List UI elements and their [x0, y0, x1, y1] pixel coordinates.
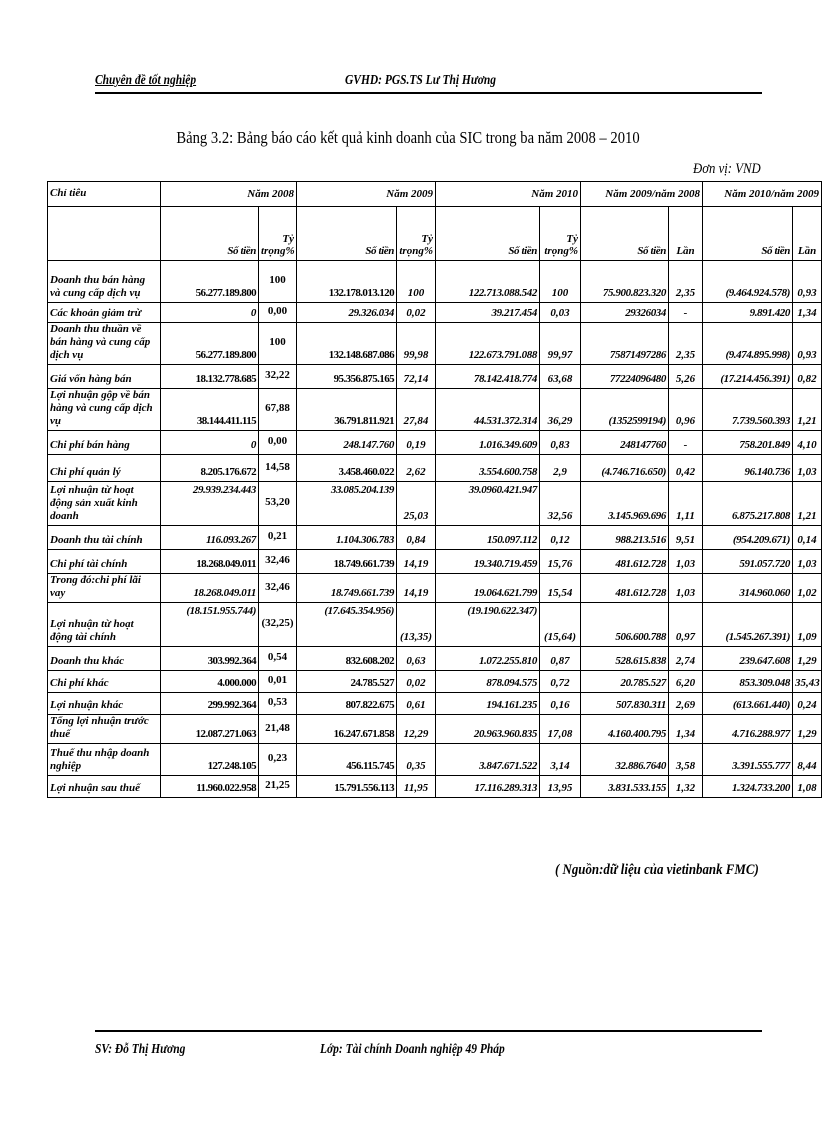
row-label: Tổng lợi nhuận trước thuế: [48, 715, 161, 744]
row-label: Giá vốn hàng bán: [48, 365, 161, 389]
ratio-cell: 0,00: [259, 431, 297, 455]
amount-cell: 4.000.000: [161, 671, 259, 693]
amount-cell: (4.746.716.650): [581, 455, 669, 482]
amount-cell: 3.391.555.777: [703, 744, 793, 776]
times-cell: -: [669, 303, 703, 323]
amount-cell: 19.064.621.799: [436, 574, 540, 603]
amount-cell: 506.600.788: [581, 603, 669, 647]
ratio-cell: 0,84: [397, 526, 436, 550]
header-ratio: Tỷ trọng%: [540, 207, 581, 261]
ratio-cell: 99,97: [540, 323, 581, 365]
amount-cell: 11.960.022.958: [161, 776, 259, 798]
ratio-cell: 100: [397, 261, 436, 303]
row-label: Doanh thu khác: [48, 647, 161, 671]
amount-cell: 4.716.288.977: [703, 715, 793, 744]
row-label: Các khoản giảm trừ: [48, 303, 161, 323]
ratio-cell: (13,35): [397, 603, 436, 647]
amount-cell: 3.145.969.696: [581, 482, 669, 526]
table-row: [48, 365, 822, 389]
times-cell: -: [669, 431, 703, 455]
amount-cell: 3.458.460.022: [297, 455, 397, 482]
header-year-2010: Năm 2010: [436, 182, 581, 207]
amount-cell: 15.791.556.113: [297, 776, 397, 798]
amount-cell: 988.213.516: [581, 526, 669, 550]
table-row: [48, 647, 822, 671]
ratio-cell: 3,14: [540, 744, 581, 776]
page-footer: [0, 1042, 816, 1058]
amount-cell: 832.608.202: [297, 647, 397, 671]
amount-cell: 77224096480: [581, 365, 669, 389]
amount-cell: 44.531.372.314: [436, 389, 540, 431]
amount-cell: (9.474.895.998): [703, 323, 793, 365]
table-row: [48, 574, 822, 603]
header-cell-label: Chỉ tiêu: [48, 182, 161, 207]
amount-cell: 96.140.736: [703, 455, 793, 482]
header-cell-empty: [48, 207, 161, 261]
header-year-2009: Năm 2009: [297, 182, 436, 207]
table-row: [48, 550, 822, 574]
row-label: Thuế thu nhập doanh nghiệp: [48, 744, 161, 776]
row-label: Chi phí bán hàng: [48, 431, 161, 455]
row-label: Doanh thu tài chính: [48, 526, 161, 550]
ratio-cell: 0,54: [259, 647, 297, 671]
times-cell: 0,93: [793, 261, 822, 303]
ratio-cell: 14,19: [397, 550, 436, 574]
amount-cell: 9.891.420: [703, 303, 793, 323]
amount-cell: 29.326.034: [297, 303, 397, 323]
header-times: Lần: [669, 207, 703, 261]
amount-cell: 116.093.267: [161, 526, 259, 550]
ratio-cell: 32,56: [540, 482, 581, 526]
amount-cell: 1.104.306.783: [297, 526, 397, 550]
amount-cell: 75.900.823.320: [581, 261, 669, 303]
row-label: Lợi nhuận khác: [48, 693, 161, 715]
ratio-cell: 0,19: [397, 431, 436, 455]
page-header: [0, 73, 816, 93]
table-row: [48, 776, 822, 798]
times-cell: 0,97: [669, 603, 703, 647]
ratio-cell: 0,23: [259, 744, 297, 776]
ratio-cell: 32,22: [259, 365, 297, 389]
ratio-cell: 67,88: [259, 389, 297, 431]
ratio-cell: 63,68: [540, 365, 581, 389]
times-cell: 0,14: [793, 526, 822, 550]
ratio-cell: 0,16: [540, 693, 581, 715]
ratio-cell: 12,29: [397, 715, 436, 744]
times-cell: 1,21: [793, 389, 822, 431]
ratio-cell: 32,46: [259, 550, 297, 574]
ratio-cell: 72,14: [397, 365, 436, 389]
amount-cell: 29.939.234.443: [161, 482, 259, 526]
table-row: [48, 431, 822, 455]
times-cell: 1,03: [669, 550, 703, 574]
ratio-cell: 100: [259, 261, 297, 303]
amount-cell: 95.356.875.165: [297, 365, 397, 389]
ratio-cell: 99,98: [397, 323, 436, 365]
times-cell: 2,69: [669, 693, 703, 715]
amount-cell: (954.209.671): [703, 526, 793, 550]
ratio-cell: 0,53: [259, 693, 297, 715]
ratio-cell: 2,9: [540, 455, 581, 482]
times-cell: 1,11: [669, 482, 703, 526]
amount-cell: 132.148.687.086: [297, 323, 397, 365]
table-row: [48, 744, 822, 776]
amount-cell: (1352599194): [581, 389, 669, 431]
header-compare-2010-2009: Năm 2010/năm 2009: [703, 182, 822, 207]
ratio-cell: 100: [259, 323, 297, 365]
times-cell: 9,51: [669, 526, 703, 550]
ratio-cell: (32,25): [259, 603, 297, 647]
table-row: [48, 671, 822, 693]
amount-cell: (613.661.440): [703, 693, 793, 715]
ratio-cell: 0,87: [540, 647, 581, 671]
header-supervisor: GVHD: PGS.TS Lư Thị Hương: [345, 73, 496, 88]
times-cell: 0,42: [669, 455, 703, 482]
amount-cell: 122.673.791.088: [436, 323, 540, 365]
ratio-cell: 11,95: [397, 776, 436, 798]
amount-cell: 18.749.661.739: [297, 574, 397, 603]
amount-cell: 8.205.176.672: [161, 455, 259, 482]
times-cell: 1,34: [669, 715, 703, 744]
amount-cell: 314.960.060: [703, 574, 793, 603]
amount-cell: 24.785.527: [297, 671, 397, 693]
times-cell: 0,24: [793, 693, 822, 715]
amount-cell: 33.085.204.139: [297, 482, 397, 526]
amount-cell: 39.0960.421.947: [436, 482, 540, 526]
unit-label: Đơn vị: VND: [693, 161, 761, 177]
amount-cell: 132.178.013.120: [297, 261, 397, 303]
amount-cell: 127.248.105: [161, 744, 259, 776]
row-label: Lợi nhuận từ hoạt động tài chính: [48, 603, 161, 647]
times-cell: 0,96: [669, 389, 703, 431]
times-cell: 1,02: [793, 574, 822, 603]
times-cell: 5,26: [669, 365, 703, 389]
times-cell: 3,58: [669, 744, 703, 776]
ratio-cell: 53,20: [259, 482, 297, 526]
header-amount: Số tiền: [436, 207, 540, 261]
times-cell: 1,34: [793, 303, 822, 323]
amount-cell: 122.713.088.542: [436, 261, 540, 303]
amount-cell: 239.647.608: [703, 647, 793, 671]
ratio-cell: 17,08: [540, 715, 581, 744]
income-statement-table: [47, 181, 822, 798]
amount-cell: 248147760: [581, 431, 669, 455]
table-header-years: [48, 182, 822, 207]
amount-cell: 56.277.189.800: [161, 261, 259, 303]
ratio-cell: 36,29: [540, 389, 581, 431]
amount-cell: 18.268.049.011: [161, 550, 259, 574]
table-row: [48, 715, 822, 744]
header-course: Chuyên đề tốt nghiệp: [95, 73, 197, 88]
times-cell: 2,35: [669, 261, 703, 303]
amount-cell: 0: [161, 431, 259, 455]
times-cell: 1,03: [669, 574, 703, 603]
ratio-cell: 0,01: [259, 671, 297, 693]
ratio-cell: 0,02: [397, 671, 436, 693]
ratio-cell: 0,03: [540, 303, 581, 323]
amount-cell: 1.324.733.200: [703, 776, 793, 798]
row-label: Chi phí tài chính: [48, 550, 161, 574]
amount-cell: 3.831.533.155: [581, 776, 669, 798]
footer-class: Lớp: Tài chính Doanh nghiệp 49 Pháp: [320, 1042, 505, 1057]
table-row: [48, 261, 822, 303]
amount-cell: 194.161.235: [436, 693, 540, 715]
amount-cell: 1.072.255.810: [436, 647, 540, 671]
ratio-cell: 27,84: [397, 389, 436, 431]
amount-cell: 29326034: [581, 303, 669, 323]
table-row: [48, 603, 822, 647]
ratio-cell: 0,00: [259, 303, 297, 323]
amount-cell: 56.277.189.800: [161, 323, 259, 365]
amount-cell: 481.612.728: [581, 574, 669, 603]
table-row: [48, 455, 822, 482]
row-label: Chi phí quản lý: [48, 455, 161, 482]
amount-cell: 299.992.364: [161, 693, 259, 715]
ratio-cell: 100: [540, 261, 581, 303]
times-cell: 8,44: [793, 744, 822, 776]
ratio-cell: 0,61: [397, 693, 436, 715]
amount-cell: 758.201.849: [703, 431, 793, 455]
table-row: [48, 526, 822, 550]
amount-cell: (19.190.622.347): [436, 603, 540, 647]
amount-cell: 528.615.838: [581, 647, 669, 671]
times-cell: 4,10: [793, 431, 822, 455]
table-title: Bảng 3.2: Bảng báo cáo kết quả kinh doanh của SIC trong ba năm 2008 – 2010: [176, 128, 640, 147]
ratio-cell: 0,35: [397, 744, 436, 776]
table-row: [48, 693, 822, 715]
ratio-cell: 0,72: [540, 671, 581, 693]
times-cell: 1,03: [793, 550, 822, 574]
header-amount: Số tiền: [581, 207, 669, 261]
amount-cell: 6.875.217.808: [703, 482, 793, 526]
header-times: Lần: [793, 207, 822, 261]
times-cell: 1,29: [793, 647, 822, 671]
ratio-cell: 15,76: [540, 550, 581, 574]
times-cell: 1,32: [669, 776, 703, 798]
amount-cell: 36.791.811.921: [297, 389, 397, 431]
times-cell: 1,08: [793, 776, 822, 798]
amount-cell: 75871497286: [581, 323, 669, 365]
amount-cell: (17.214.456.391): [703, 365, 793, 389]
times-cell: 2,74: [669, 647, 703, 671]
row-label: Lợi nhuận từ hoạt động sản xuất kinh doanh: [48, 482, 161, 526]
times-cell: 1,09: [793, 603, 822, 647]
amount-cell: 20.963.960.835: [436, 715, 540, 744]
amount-cell: (9.464.924.578): [703, 261, 793, 303]
amount-cell: 7.739.560.393: [703, 389, 793, 431]
amount-cell: 591.057.720: [703, 550, 793, 574]
table-row: [48, 323, 822, 365]
amount-cell: 878.094.575: [436, 671, 540, 693]
amount-cell: 248.147.760: [297, 431, 397, 455]
table-row: [48, 389, 822, 431]
row-label: Trong đó:chi phí lãi vay: [48, 574, 161, 603]
header-amount: Số tiền: [297, 207, 397, 261]
row-label: Lợi nhuận sau thuế: [48, 776, 161, 798]
amount-cell: 20.785.527: [581, 671, 669, 693]
times-cell: 1,29: [793, 715, 822, 744]
header-compare-2009-2008: Năm 2009/năm 2008: [581, 182, 703, 207]
amount-cell: (17.645.354.956): [297, 603, 397, 647]
ratio-cell: 13,95: [540, 776, 581, 798]
ratio-cell: 25,03: [397, 482, 436, 526]
amount-cell: 507.830.311: [581, 693, 669, 715]
ratio-cell: 21,25: [259, 776, 297, 798]
amount-cell: 18.268.049.011: [161, 574, 259, 603]
amount-cell: 3.554.600.758: [436, 455, 540, 482]
header-ratio: Tỷ trọng%: [259, 207, 297, 261]
table-row: [48, 482, 822, 526]
amount-cell: 0: [161, 303, 259, 323]
amount-cell: 1.016.349.609: [436, 431, 540, 455]
amount-cell: 16.247.671.858: [297, 715, 397, 744]
footer-divider: [95, 1030, 762, 1032]
ratio-cell: 21,48: [259, 715, 297, 744]
table-header-sub: [48, 207, 822, 261]
amount-cell: 39.217.454: [436, 303, 540, 323]
times-cell: 2,35: [669, 323, 703, 365]
amount-cell: 150.097.112: [436, 526, 540, 550]
source-note: ( Nguồn:dữ liệu của vietinbank FMC): [555, 862, 759, 878]
ratio-cell: 0,12: [540, 526, 581, 550]
table-row: [48, 303, 822, 323]
amount-cell: 853.309.048: [703, 671, 793, 693]
ratio-cell: 15,54: [540, 574, 581, 603]
row-label: Doanh thu thuần về bán hàng và cung cấp dịch vụ: [48, 323, 161, 365]
header-ratio: Tỷ trọng%: [397, 207, 436, 261]
ratio-cell: 14,19: [397, 574, 436, 603]
ratio-cell: 0,21: [259, 526, 297, 550]
times-cell: 6,20: [669, 671, 703, 693]
ratio-cell: 0,83: [540, 431, 581, 455]
amount-cell: 17.116.289.313: [436, 776, 540, 798]
amount-cell: 18.749.661.739: [297, 550, 397, 574]
row-label: Lợi nhuận gộp về bán hàng và cung cấp dịch vụ: [48, 389, 161, 431]
amount-cell: (1.545.267.391): [703, 603, 793, 647]
ratio-cell: 32,46: [259, 574, 297, 603]
amount-cell: 807.822.675: [297, 693, 397, 715]
amount-cell: (18.151.955.744): [161, 603, 259, 647]
amount-cell: 38.144.411.115: [161, 389, 259, 431]
times-cell: 1,03: [793, 455, 822, 482]
amount-cell: 303.992.364: [161, 647, 259, 671]
row-label: Chi phí khác: [48, 671, 161, 693]
amount-cell: 12.087.271.063: [161, 715, 259, 744]
ratio-cell: 0,02: [397, 303, 436, 323]
times-cell: 1,21: [793, 482, 822, 526]
amount-cell: 4.160.400.795: [581, 715, 669, 744]
amount-cell: 481.612.728: [581, 550, 669, 574]
times-cell: 0,82: [793, 365, 822, 389]
amount-cell: 18.132.778.685: [161, 365, 259, 389]
header-year-2008: Năm 2008: [161, 182, 297, 207]
ratio-cell: (15,64): [540, 603, 581, 647]
amount-cell: 19.340.719.459: [436, 550, 540, 574]
header-amount: Số tiền: [703, 207, 793, 261]
amount-cell: 78.142.418.774: [436, 365, 540, 389]
times-cell: 35,43: [793, 671, 822, 693]
ratio-cell: 0,63: [397, 647, 436, 671]
footer-student: SV: Đỗ Thị Hương: [95, 1042, 186, 1057]
times-cell: 0,93: [793, 323, 822, 365]
ratio-cell: 2,62: [397, 455, 436, 482]
amount-cell: 456.115.745: [297, 744, 397, 776]
amount-cell: 32.886.7640: [581, 744, 669, 776]
ratio-cell: 14,58: [259, 455, 297, 482]
row-label: Doanh thu bán hàng và cung cấp dịch vụ: [48, 261, 161, 303]
amount-cell: 3.847.671.522: [436, 744, 540, 776]
header-divider: [95, 92, 762, 94]
header-amount: Số tiền: [161, 207, 259, 261]
